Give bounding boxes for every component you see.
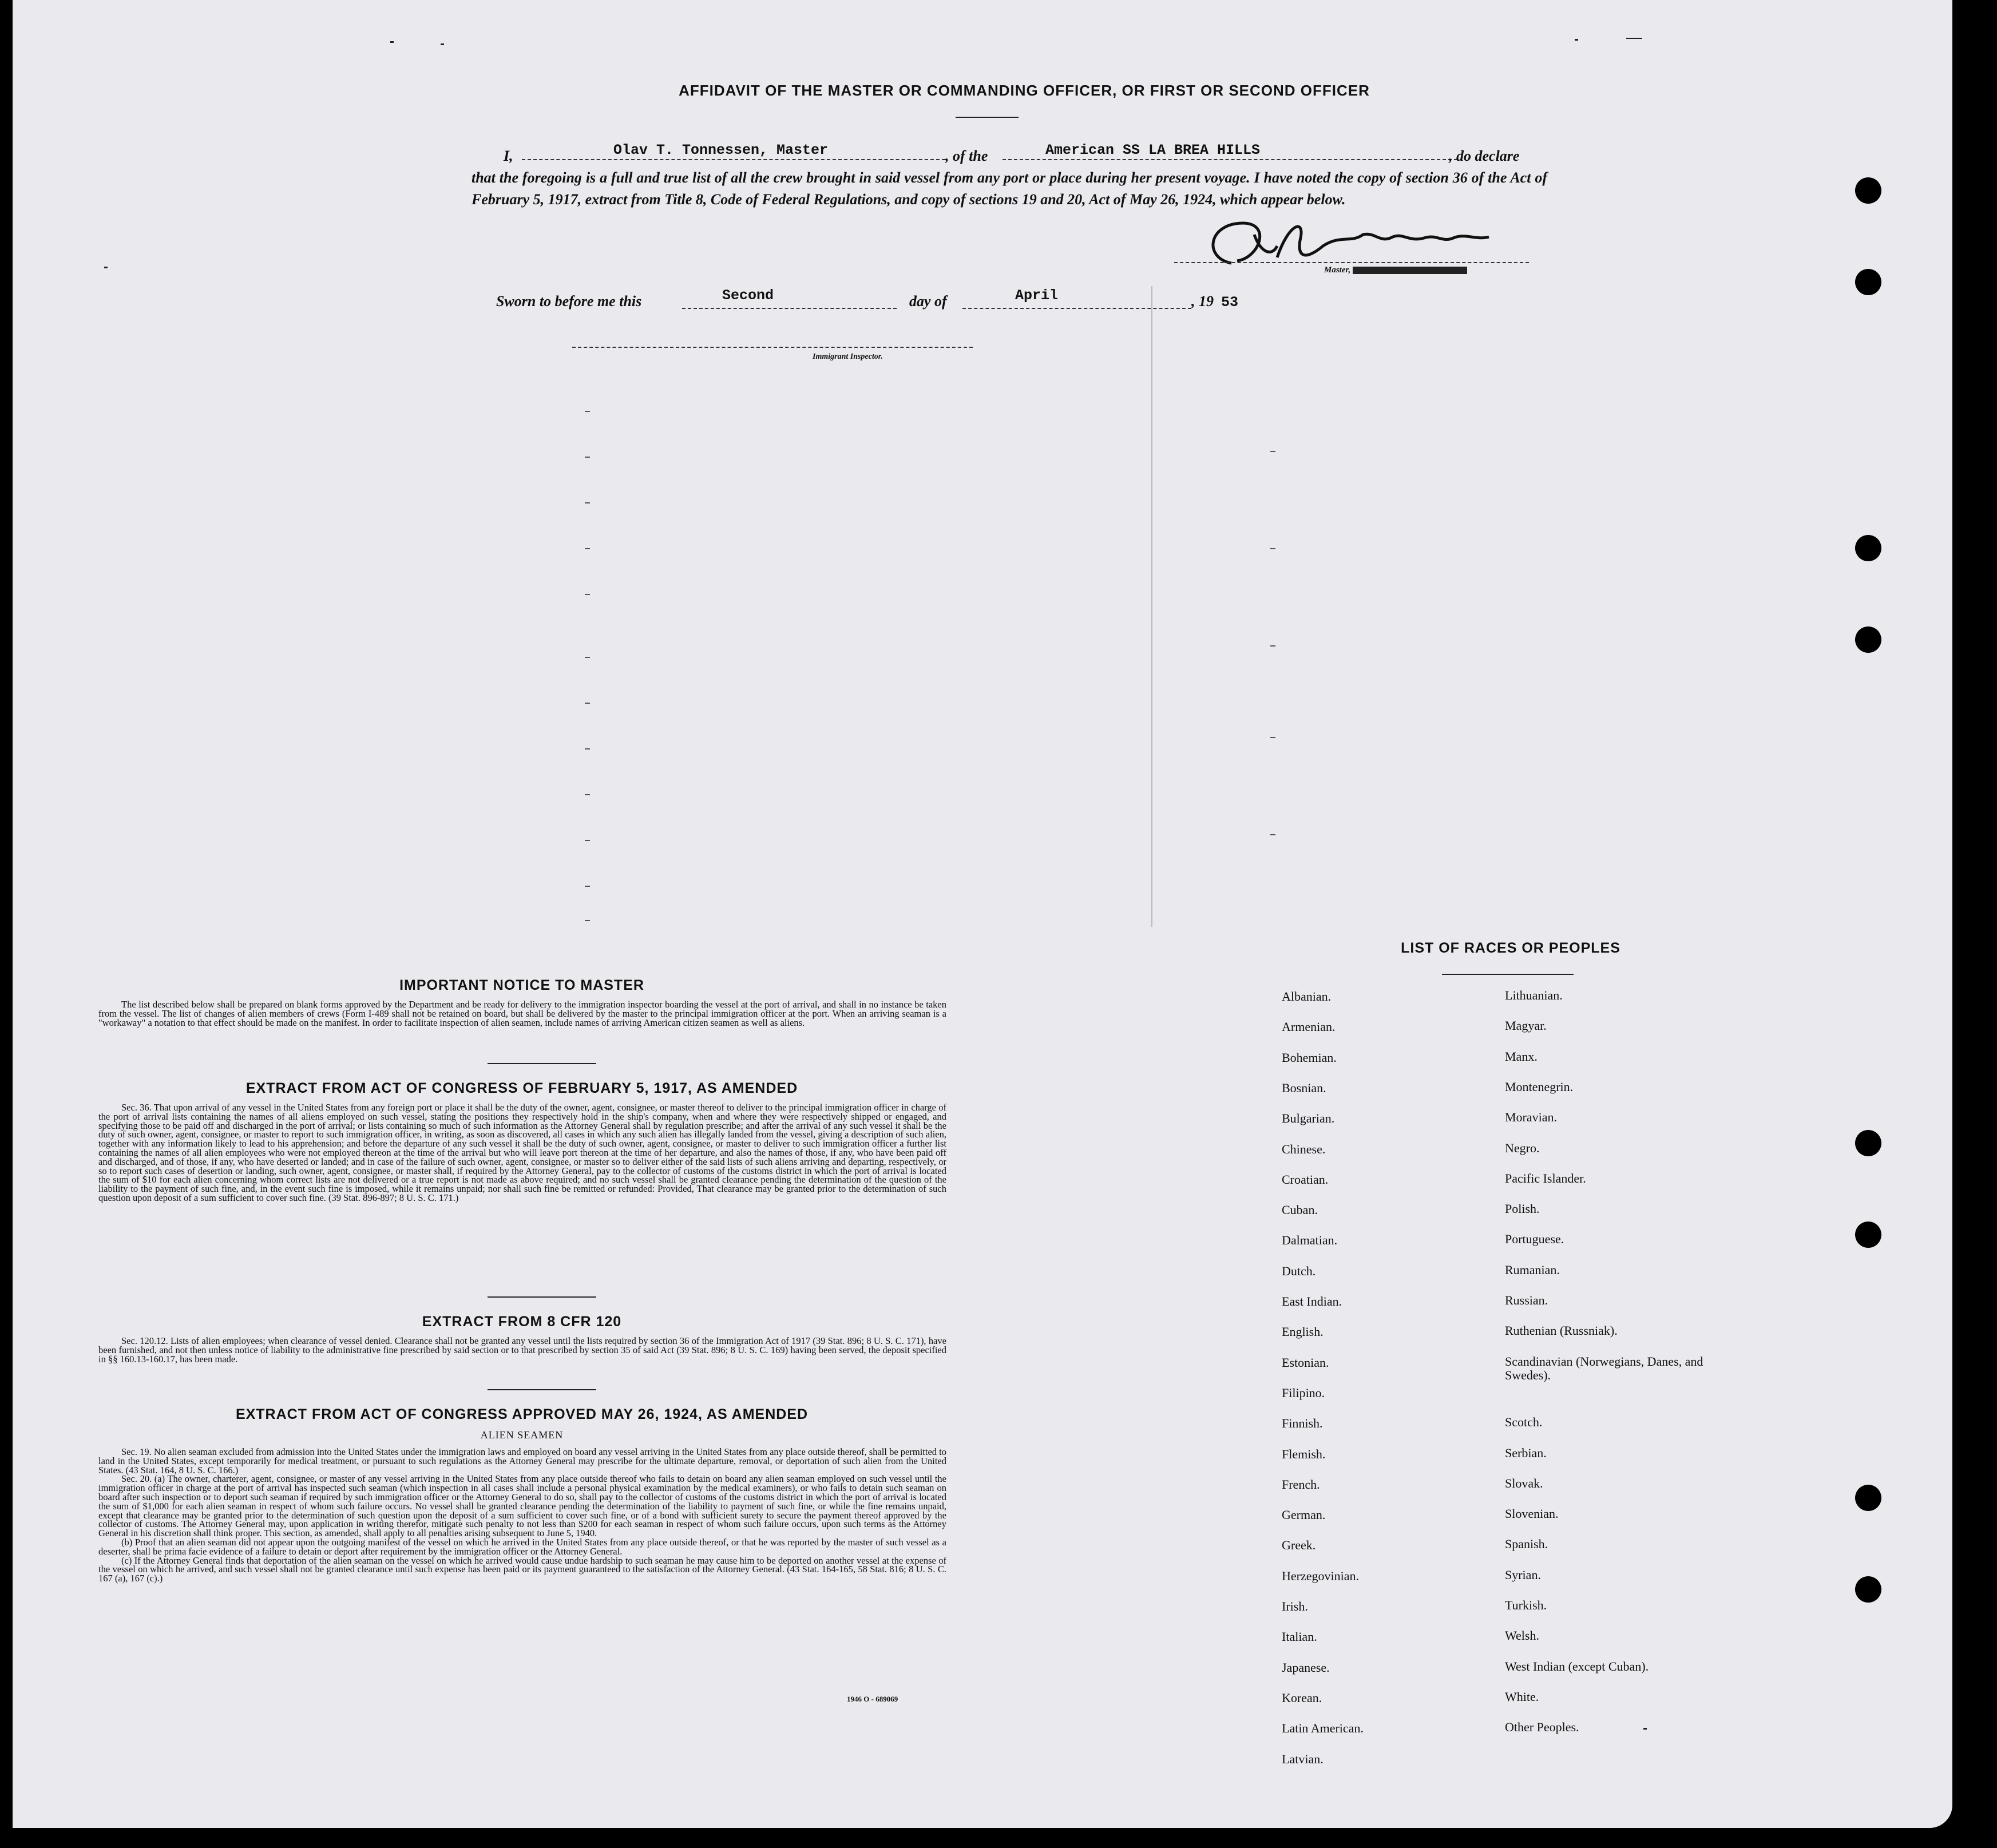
- sec20c-paragraph: (c) If the Attorney General finds that deportation of the alien seaman on the vessel on which he arrived would cause undue hardship to such seaman he may cause him to be deported on another vessel at the expense of the vessel on which he arrived, and such vessel shall not be granted clearance until such expense has been paid or its payment guaranteed to the satisfaction of the Attorney General. (43 Stat. 164-165, 58 Stat. 816; 8 U. S. C. 167 (a), 167 (c).): [98, 1554, 946, 1584]
- margin-tick: [585, 657, 590, 658]
- punch-hole: [1855, 177, 1881, 204]
- race-item: Cuban.: [1282, 1203, 1318, 1218]
- print-code: 1946 O - 689069: [847, 1695, 898, 1703]
- extract-cfr-paragraph: Sec. 120.12. Lists of alien employees; when clearance of vessel denied. Clearance shall not be granted any vessel until the lists required by section 36 of the Immigration Act of 1917 (39 Stat. 896; 8 U. S. C. 171), have been furnished, and not then unless notice of liability to the administrative fine prescribed by said section or to that prescribed by section 35 of said Act (39 Stat. 896; 8 U. S. C. 169) having been served, the deposit specified in §§ 160.13-160.17, has been made.: [98, 1335, 946, 1365]
- race-item: Moravian.: [1505, 1110, 1558, 1125]
- race-item: Korean.: [1282, 1690, 1322, 1705]
- section-rule: [488, 1389, 596, 1390]
- scan-speck: [104, 267, 108, 268]
- margin-tick: [585, 411, 590, 412]
- punch-hole: [1855, 1222, 1881, 1248]
- race-item: Spanish.: [1505, 1537, 1548, 1552]
- section-rule: [488, 1063, 596, 1064]
- punch-hole: [1855, 269, 1881, 295]
- year-prefix: , 19: [1191, 293, 1214, 310]
- margin-tick: [1270, 451, 1275, 452]
- margin-tick: [585, 794, 590, 795]
- race-item: Welsh.: [1505, 1628, 1539, 1643]
- extract-1917-heading: EXTRACT FROM ACT OF CONGRESS OF FEBRUARY 5, 1917, AS AMENDED: [245, 1080, 798, 1096]
- master-caption: Master,: [1324, 265, 1351, 275]
- margin-tick: [1270, 645, 1275, 647]
- extract-1917-paragraph: Sec. 36. That upon arrival of any vessel in the United States from any foreign port or place it shall be the duty of the owner, agent, consignee, or master thereof to deliver to the principal immigration officer in charge of the port of arrival lists containing the names of all aliens employed on such vessel, stating the positions they respectively hold in the ship's company, when and where they were respectively shipped or engaged, and specifying those to be paid off and discharged in the port of arrival; or lists containing so much of such information as the Attorney General shall by regulation prescribe; and after the arrival of any such vessel it shall be the duty of such owner, agent, consignee, or master to report to such immigration officer, in writing, as soon as discovered, all cases in which any such alien has illegally landed from the vessel, giving a description of such alien, together with any information likely to lead to his apprehension; and before the departure of any such vessel it shall be the duty of such owner, agent, consignee, or master to deliver to such immigration officer a further list containing the names of all alien employees who were not employed thereon at the time of the arrival but who will leave port thereon at the time of her departure, and also the names of those, if any, who have been paid off and discharged, and of those, if any, who have deserted or landed; and in case of the failure of such owner, agent, consignee, or master so to deliver either of the said lists of such aliens arriving and departing, respectively, or so to report such cases of desertion or landing, such owner, agent, consignee, or master shall, if required by the Attorney General, pay to the collector of customs of the customs district in which the port of arrival is located the sum of $10 for each alien concerning whom correct lists are not delivered or a true report is not made as above required; and no such vessel shall be granted clearance pending the determination of the question of the liability to the payment of such fine, and, in the event such fine is imposed, while it remains unpaid; nor shall such fine be remitted or refunded: Provided, That clearance may be granted prior to the determination of such question upon deposit of a sum sufficient to cover such fine. (39 Stat. 896-897; 8 U. S. C. 171.): [98, 1102, 946, 1203]
- do-declare-label: , do declare: [1449, 148, 1520, 164]
- race-item: Slovak.: [1505, 1476, 1543, 1490]
- punch-hole: [1855, 535, 1881, 561]
- struck-title: [1353, 267, 1467, 274]
- margin-tick: [585, 703, 590, 704]
- margin-tick: [585, 457, 590, 458]
- race-item: French.: [1282, 1477, 1320, 1492]
- race-item: Albanian.: [1282, 989, 1332, 1004]
- scan-speck: [1643, 1728, 1647, 1730]
- of-the-label: , of the: [945, 148, 988, 164]
- punch-hole: [1855, 1576, 1881, 1603]
- document-sheet: [13, 0, 1952, 1828]
- day-of-label: day of: [909, 293, 947, 310]
- race-item: Lithuanian.: [1505, 988, 1563, 1002]
- declarant-field[interactable]: [522, 159, 945, 160]
- sec20b-paragraph: (b) Proof that an alien seaman did not appear upon the outgoing manifest of the vessel on which he arrived in the United States from any place outside thereof, or that he was reported by the master of such vessel as a deserter, shall be prima facie evidence of a failure to detain or deport after requirement by the immigration officer or the Attorney General.: [98, 1536, 946, 1557]
- race-item: Montenegrin.: [1505, 1079, 1574, 1094]
- race-item: Bohemian.: [1282, 1050, 1337, 1065]
- race-item: Chinese.: [1282, 1141, 1326, 1156]
- race-item: Dutch.: [1282, 1263, 1316, 1278]
- race-item: German.: [1282, 1508, 1326, 1522]
- signature-caption: [1324, 265, 1467, 275]
- race-item: Turkish.: [1505, 1598, 1547, 1612]
- race-item: Finnish.: [1282, 1416, 1323, 1431]
- vessel-field[interactable]: [1003, 159, 1457, 160]
- declarant-name: Olav T. Tonnessen, Master: [613, 142, 829, 158]
- punch-hole: [1855, 1485, 1881, 1511]
- race-item: Serbian.: [1505, 1445, 1547, 1460]
- race-item: Other Peoples.: [1505, 1720, 1579, 1735]
- race-item: Pacific Islander.: [1505, 1171, 1586, 1185]
- affidavit-heading: AFFIDAVIT OF THE MASTER OR COMMANDING OFFICER, OR FIRST OR SECOND OFFICER: [679, 82, 1370, 99]
- race-item: Dalmatian.: [1282, 1233, 1338, 1248]
- margin-tick: [585, 502, 590, 503]
- race-item: Flemish.: [1282, 1446, 1326, 1461]
- scan-speck: [1626, 38, 1642, 39]
- race-item: East Indian.: [1282, 1294, 1342, 1308]
- extract-cfr-heading: EXTRACT FROM 8 CFR 120: [422, 1314, 622, 1330]
- signature-line: [1174, 262, 1529, 263]
- margin-tick: [585, 594, 590, 595]
- extract-1924-text: [98, 1448, 946, 1583]
- section-rule: [488, 1296, 596, 1298]
- sworn-prefix: Sworn to before me this: [496, 293, 642, 310]
- sworn-day: Second: [722, 287, 774, 304]
- margin-tick: [585, 920, 590, 921]
- declaration-text: that the foregoing is a full and true list of all the crew brought in said vessel from any port or place during her present voyage. I have noted the copy of section 36 of the Act of February 5, 1917, extract from Title 8, Code of Federal Regulations, and copy of sections 19 and 20, Act of May 26, 1924, which appear below.: [471, 169, 1547, 208]
- inspector-signature-line[interactable]: [572, 347, 973, 348]
- race-item: West Indian (except Cuban).: [1505, 1659, 1649, 1673]
- margin-tick: [1270, 834, 1275, 835]
- race-item: Latvian.: [1282, 1751, 1324, 1766]
- race-item: Slovenian.: [1505, 1506, 1559, 1521]
- margin-tick: [585, 886, 590, 887]
- race-item: Portuguese.: [1505, 1232, 1564, 1247]
- sworn-month: April: [1015, 287, 1059, 304]
- margin-tick: [585, 548, 590, 549]
- extract-1917-text: [98, 1103, 946, 1203]
- day-field[interactable]: [682, 308, 897, 309]
- punch-hole: [1855, 626, 1881, 653]
- margin-tick: [585, 840, 590, 841]
- heading-rule: [956, 117, 1019, 118]
- notice-heading: IMPORTANT NOTICE TO MASTER: [399, 977, 644, 993]
- scan-speck: [390, 41, 394, 43]
- declarant-prefix: I,: [504, 148, 513, 164]
- sec20a-paragraph: Sec. 20. (a) The owner, charterer, agent, consignee, or master of any vessel arriving in the United States from any place outside thereof who fails to detain on board any alien seaman employed on such vessel until the immigration officer in charge at the port of arrival has inspected such seaman (which inspection in all cases shall include a personal physical examination by the medical examiners), or who fails to detain such seaman on board after such inspection or to deport such seaman if required by such immigration officer or the Attorney General to do so, shall pay to the collector of customs of the customs district in which the port of arrival is located the sum of $1,000 for each alien seaman in respect of whom such failure occurs. No vessel shall be granted clearance pending the determination of the liability to payment of such fine, or while the fine remains unpaid, except that clearance may be granted prior to the determination of such question upon the deposit of a sum sufficient to cover such fine, or of a bond with sufficient surety to secure the payment thereof approved by the collector of customs. The Attorney General may, upon application in writing therefor, mitigate such penalty to not less than $200 for each seaman in respect of whom such failure occurs, upon such terms as the Attorney General in his discretion shall think proper. This section, as amended, shall apply to all penalties arising subsequent to June 5, 1940.: [98, 1473, 946, 1539]
- race-item: Syrian.: [1505, 1567, 1541, 1582]
- race-item: Rumanian.: [1505, 1262, 1560, 1277]
- notice-paragraph: The list described below shall be prepared on blank forms approved by the Department and be ready for delivery to the immigration inspector boarding the vessel at the port of arrival, and shall in no instance be taken from the vessel. The list of changes of alien members of crews (Form I-489 shall not be retained on board, but shall be delivered by the master to the principal immigration officer at the port. When an arriving seaman is a "workaway" a notation to that effect should be made on the manifest. In order to facilitate inspection of alien seamen, include names of arriving American citizen seamen as well as aliens.: [98, 999, 946, 1028]
- race-item: Filipino.: [1282, 1385, 1325, 1400]
- race-item: English.: [1282, 1324, 1324, 1339]
- race-item: Russian.: [1505, 1293, 1548, 1307]
- inspector-label: Immigrant Inspector.: [813, 352, 883, 361]
- races-heading: LIST OF RACES OR PEOPLES: [1401, 940, 1620, 956]
- extract-1924-subheading: ALIEN SEAMEN: [480, 1429, 564, 1441]
- scan-speck: [441, 43, 444, 45]
- race-item: Armenian.: [1282, 1020, 1336, 1034]
- margin-tick: [585, 748, 590, 749]
- race-item: Negro.: [1505, 1140, 1540, 1155]
- race-item: Herzegovinian.: [1282, 1568, 1359, 1583]
- race-item: Bosnian.: [1282, 1080, 1326, 1095]
- race-item: Croatian.: [1282, 1172, 1329, 1187]
- races-heading-rule: [1442, 974, 1574, 975]
- race-item: Polish.: [1505, 1201, 1540, 1216]
- margin-tick: [1270, 548, 1275, 549]
- race-item: Japanese.: [1282, 1660, 1330, 1675]
- sec19-paragraph: Sec. 19. No alien seaman excluded from admission into the United States under the immigration laws and employed on board any vessel arriving in the United States from any place outside thereof, shall be permitted to land in the United States, except temporarily for medical treatment, or pursuant to such regulations as the Attorney General may prescribe for the ultimate departure, removal, or deportation of such alien from the United States. (43 Stat. 164, 8 U. S. C. 166.): [98, 1446, 946, 1476]
- race-item: Scandinavian (Norwegians, Danes, and Swedes).: [1505, 1354, 1703, 1382]
- punch-hole: [1855, 1130, 1881, 1156]
- notice-text: [98, 1000, 946, 1027]
- race-item: Ruthenian (Russniak).: [1505, 1323, 1618, 1338]
- sworn-year: 53: [1221, 294, 1239, 311]
- vessel-name: American SS LA BREA HILLS: [1045, 142, 1261, 158]
- extract-cfr-text: [98, 1337, 946, 1363]
- race-item: Manx.: [1505, 1049, 1538, 1064]
- race-item: Scotch.: [1505, 1415, 1543, 1430]
- race-item: Magyar.: [1505, 1018, 1547, 1033]
- scan-speck: [1575, 39, 1578, 41]
- race-item: Italian.: [1282, 1629, 1317, 1644]
- race-item: Bulgarian.: [1282, 1111, 1335, 1126]
- race-item: Greek.: [1282, 1538, 1316, 1553]
- race-item: Irish.: [1282, 1599, 1308, 1613]
- extract-1924-heading: EXTRACT FROM ACT OF CONGRESS APPROVED MAY 26, 1924, AS AMENDED: [235, 1406, 809, 1422]
- page-fold: [1151, 286, 1152, 927]
- race-item: White.: [1505, 1689, 1539, 1704]
- race-item: Estonian.: [1282, 1355, 1329, 1370]
- month-field[interactable]: [962, 308, 1191, 309]
- race-item: Latin American.: [1282, 1721, 1364, 1736]
- margin-tick: [1270, 737, 1275, 738]
